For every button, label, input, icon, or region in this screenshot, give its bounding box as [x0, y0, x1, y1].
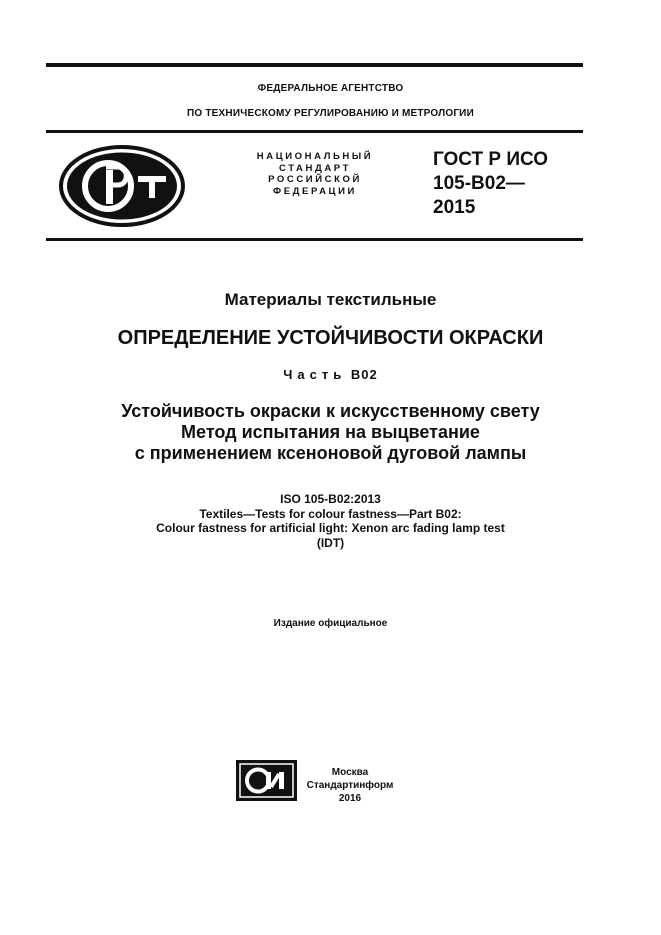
subtitle-line-1: Устойчивость окраски к искусственному свету — [121, 401, 540, 421]
iso-line-4: (IDT) — [316, 535, 345, 550]
iso-line-2: Textiles—Tests for colour fastness—Part B02: — [199, 506, 462, 521]
rst-gost-emblem-icon — [58, 144, 186, 228]
top-rule — [46, 63, 583, 67]
designation-line-2: 105-В02— — [433, 173, 525, 194]
iso-reference — [0, 492, 661, 550]
national-line-1: НАЦИОНАЛЬНЫЙ — [256, 151, 374, 162]
edition-label: Издание официальное — [273, 618, 388, 629]
agency-line-2: ПО ТЕХНИЧЕСКОМУ РЕГУЛИРОВАНИЮ И МЕТРОЛОГИИ — [187, 108, 474, 119]
publisher-name: Стандартинформ — [306, 780, 394, 791]
middle-rule — [46, 130, 583, 133]
subtitle-line-2: Метод испытания на выцветание — [181, 422, 480, 442]
national-line-4: ФЕДЕРАЦИИ — [273, 185, 357, 197]
part-number: В02 — [350, 367, 378, 382]
materials-title: Материалы текстильные — [224, 290, 437, 309]
standartinform-logo-icon — [236, 760, 297, 801]
designation-line-3: 2015 — [433, 197, 476, 218]
national-line-2: СТАНДАРТ — [279, 162, 351, 174]
designation-line-1: ГОСТ Р ИСО — [433, 149, 549, 170]
publisher-year: 2016 — [338, 793, 362, 804]
standard-designation — [433, 148, 548, 220]
national-line-3: РОССИЙСКОЙ — [268, 174, 362, 185]
subtitle — [0, 401, 661, 464]
iso-line-3: Colour fastness for artificial light: Xenon arc fading lamp test — [156, 521, 505, 535]
part-label — [0, 367, 661, 382]
publisher-info — [300, 766, 400, 805]
main-title: ОПРЕДЕЛЕНИЕ УСТОЙЧИВОСТИ ОКРАСКИ — [117, 327, 544, 349]
national-standard-label — [244, 151, 386, 197]
publisher-city: Москва — [331, 767, 369, 778]
subtitle-line-3: с применением ксеноновой дуговой лампы — [134, 443, 527, 463]
bottom-rule — [46, 238, 583, 241]
iso-line-1: ISO 105-B02:2013 — [280, 492, 381, 506]
agency-line-1: ФЕДЕРАЛЬНОЕ АГЕНТСТВО — [257, 83, 404, 94]
part-word: Часть — [283, 367, 347, 382]
